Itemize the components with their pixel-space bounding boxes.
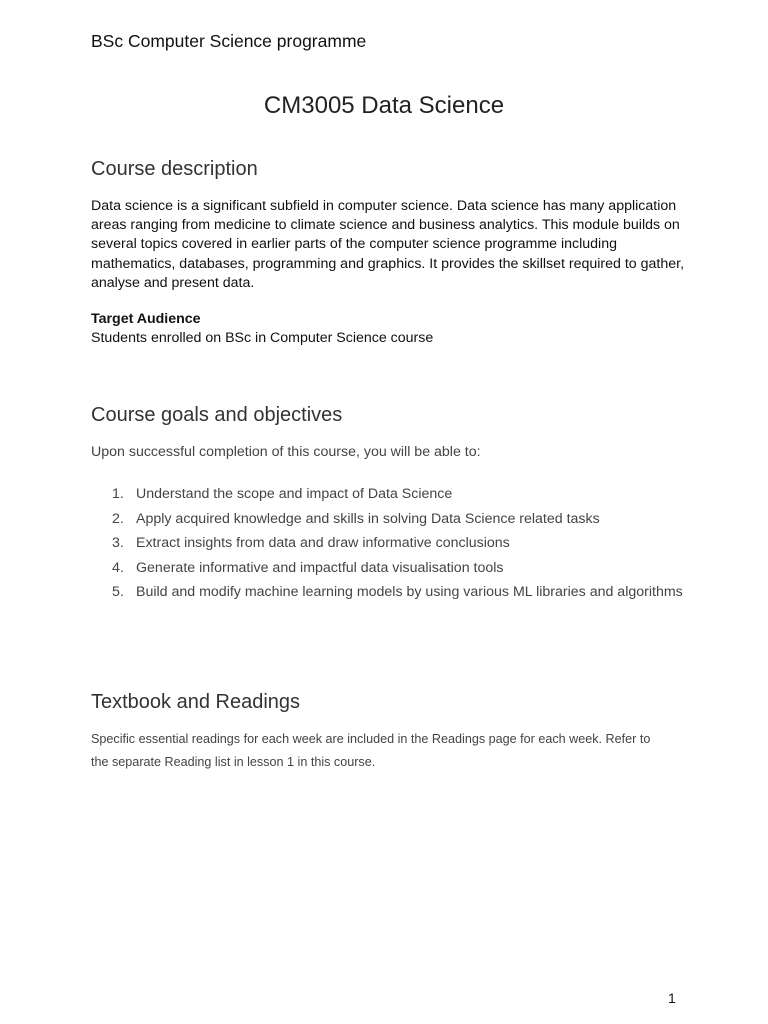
page-number: 1 — [668, 990, 676, 1006]
paragraph-line: Specific essential readings for each week are included in the Readings page for each week. Refer to — [91, 732, 651, 746]
course-description-paragraph — [91, 197, 691, 293]
paragraph-line: mathematics, databases, programming and graphics. It provides the skillset required to gather, — [91, 255, 685, 272]
list-number: 4. — [112, 559, 124, 576]
list-item-text: Understand the scope and impact of Data Science — [136, 486, 453, 502]
goals-list — [112, 486, 732, 609]
readings-paragraph — [91, 728, 691, 774]
readings-heading: Textbook and Readings — [91, 691, 301, 713]
page-title: CM3005 Data Science — [263, 92, 505, 119]
list-number: 3. — [112, 535, 124, 551]
paragraph-line: several topics covered in earlier parts of the computer science programme including — [91, 236, 617, 253]
list-number: 2. — [112, 510, 124, 527]
course-description-heading: Course description — [91, 158, 258, 180]
target-audience-label: Target Audience — [91, 311, 201, 327]
target-audience-text: Students enrolled on BSc in Computer Science course — [91, 330, 434, 346]
list-item-text: Generate informative and impactful data visualisation tools — [136, 559, 504, 576]
paragraph-line: analyse and present data. — [91, 274, 255, 291]
goals-intro: Upon successful completion of this course, you will be able to: — [91, 444, 481, 460]
list-item — [112, 486, 732, 511]
list-number: 1. — [112, 486, 124, 502]
list-item — [112, 584, 732, 609]
list-item-text: Build and modify machine learning models by using various ML libraries and algorithms — [136, 584, 683, 600]
paragraph-line: areas ranging from medicine to climate science and business analytics. This module builds on — [91, 217, 680, 234]
programme-header: BSc Computer Science programme — [91, 31, 367, 51]
course-goals-heading: Course goals and objectives — [91, 404, 343, 426]
paragraph-line: Data science is a significant subfield in computer science. Data science has many application — [91, 198, 677, 214]
list-item — [112, 535, 732, 560]
list-item — [112, 560, 732, 585]
list-item — [112, 511, 732, 536]
list-item-text: Extract insights from data and draw informative conclusions — [136, 535, 510, 551]
list-number: 5. — [112, 584, 124, 600]
paragraph-line: the separate Reading list in lesson 1 in this course. — [91, 755, 376, 769]
list-item-text: Apply acquired knowledge and skills in solving Data Science related tasks — [136, 510, 600, 527]
